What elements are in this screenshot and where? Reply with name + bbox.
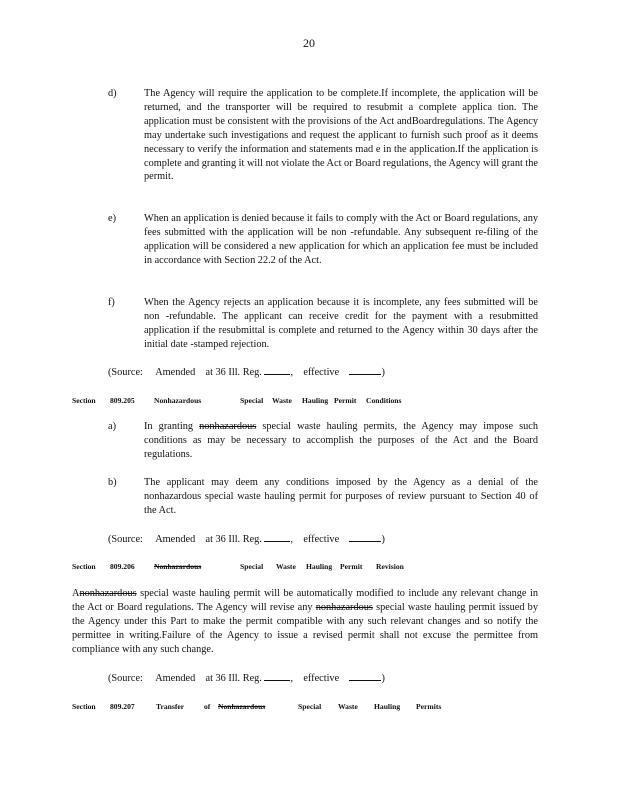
subsection-d bbox=[108, 87, 538, 184]
source-note: (Source: Amended at 36 Ill. Reg. , effective ) bbox=[108, 673, 385, 684]
section-heading-809-207: Section 809.207 Transfer of Nonhazardous Special Waste Hauling Permits bbox=[72, 702, 442, 711]
blank-line bbox=[264, 532, 290, 542]
subsection-205-a bbox=[108, 420, 538, 462]
struck-text: nonhazardous bbox=[199, 421, 257, 432]
blank-line bbox=[349, 671, 381, 681]
subsection-e bbox=[108, 212, 538, 268]
blank-line bbox=[264, 671, 290, 681]
page-number: 20 bbox=[303, 36, 315, 50]
struck-text: Nonhazardous bbox=[218, 702, 266, 711]
source-note: (Source: Amended at 36 Ill. Reg. , effective ) bbox=[108, 534, 385, 545]
subsection-label: f) bbox=[108, 297, 115, 308]
subsection-text: The applicant may deem any conditions imposed by the Agency as a denial of the nonhazardous special waste hauling permit for purposes of review pursuant to Section 40 of the Act. bbox=[144, 477, 538, 516]
subsection-text: In granting nonhazardous special waste hauling permits, the Agency may impose such conditions as may be necessary to accomplish the purposes of the Act and the Board regulations. bbox=[144, 421, 538, 460]
section-206-paragraph: Anonhazardous special waste hauling permit will be automatically modified to include any relevant change in the Act or Board regulations. The Agency will revise any nonhazardous special waste hauling permit issued by the Agency under this Part to make the permit compatible with any such relevant changes and so notify the permittee in writing.Failure of the Agency to issue a revised permit shall not excuse the permittee from compliance with any such change. bbox=[72, 588, 538, 655]
blank-line bbox=[264, 365, 290, 375]
subsection-label: d) bbox=[108, 88, 117, 99]
subsection-text: When an application is denied because it fails to comply with the Act or Board regulations, any fees submitted with the application will be non -refundable. Any subsequent re-filing of the application will be considered a new application for which an application fee must be included in accordance with Section 22.2 of the Act. bbox=[144, 213, 538, 266]
struck-text: Nonhazardous bbox=[154, 562, 202, 571]
subsection-label: e) bbox=[108, 213, 116, 224]
subsection-label: b) bbox=[108, 477, 117, 488]
subsection-label: a) bbox=[108, 421, 116, 432]
source-note: (Source: Amended at 36 Ill. Reg. , effective ) bbox=[108, 367, 385, 378]
subsection-text: The Agency will require the application to be complete.If incomplete, the application will be returned, and the transporter will be required to resubmit a complete applica tion. The application must be consistent with the provisions of the Act andBoardregulations. The Agency may undertake such investigations and request the applicant to furnish such proof as it deems necessary to verify the information and statements mad e in the application.If the application is complete and granting it will not violate the Act or Board regulations, the Agency will grant the permit. bbox=[144, 88, 538, 183]
blank-line bbox=[349, 532, 381, 542]
struck-text: nonhazardous bbox=[315, 601, 373, 613]
struck-text: nonhazardous bbox=[79, 588, 137, 599]
section-heading-809-205: Section 809.205 Nonhazardous Special Waste Hauling Permit Conditions bbox=[72, 396, 402, 405]
blank-line bbox=[349, 365, 381, 375]
subsection-205-b bbox=[108, 476, 538, 518]
section-heading-809-206: Section 809.206 Nonhazardous Special Waste Hauling Permit Revision bbox=[72, 562, 404, 571]
subsection-text: When the Agency rejects an application because it is incomplete, any fees submitted will be non -refundable. The applicant can receive credit for the payment with a resubmitted application if the resubmittal is complete and returned to the Agency within 30 days after the initial date -stamped rejection. bbox=[144, 297, 538, 350]
subsection-f bbox=[108, 296, 538, 352]
